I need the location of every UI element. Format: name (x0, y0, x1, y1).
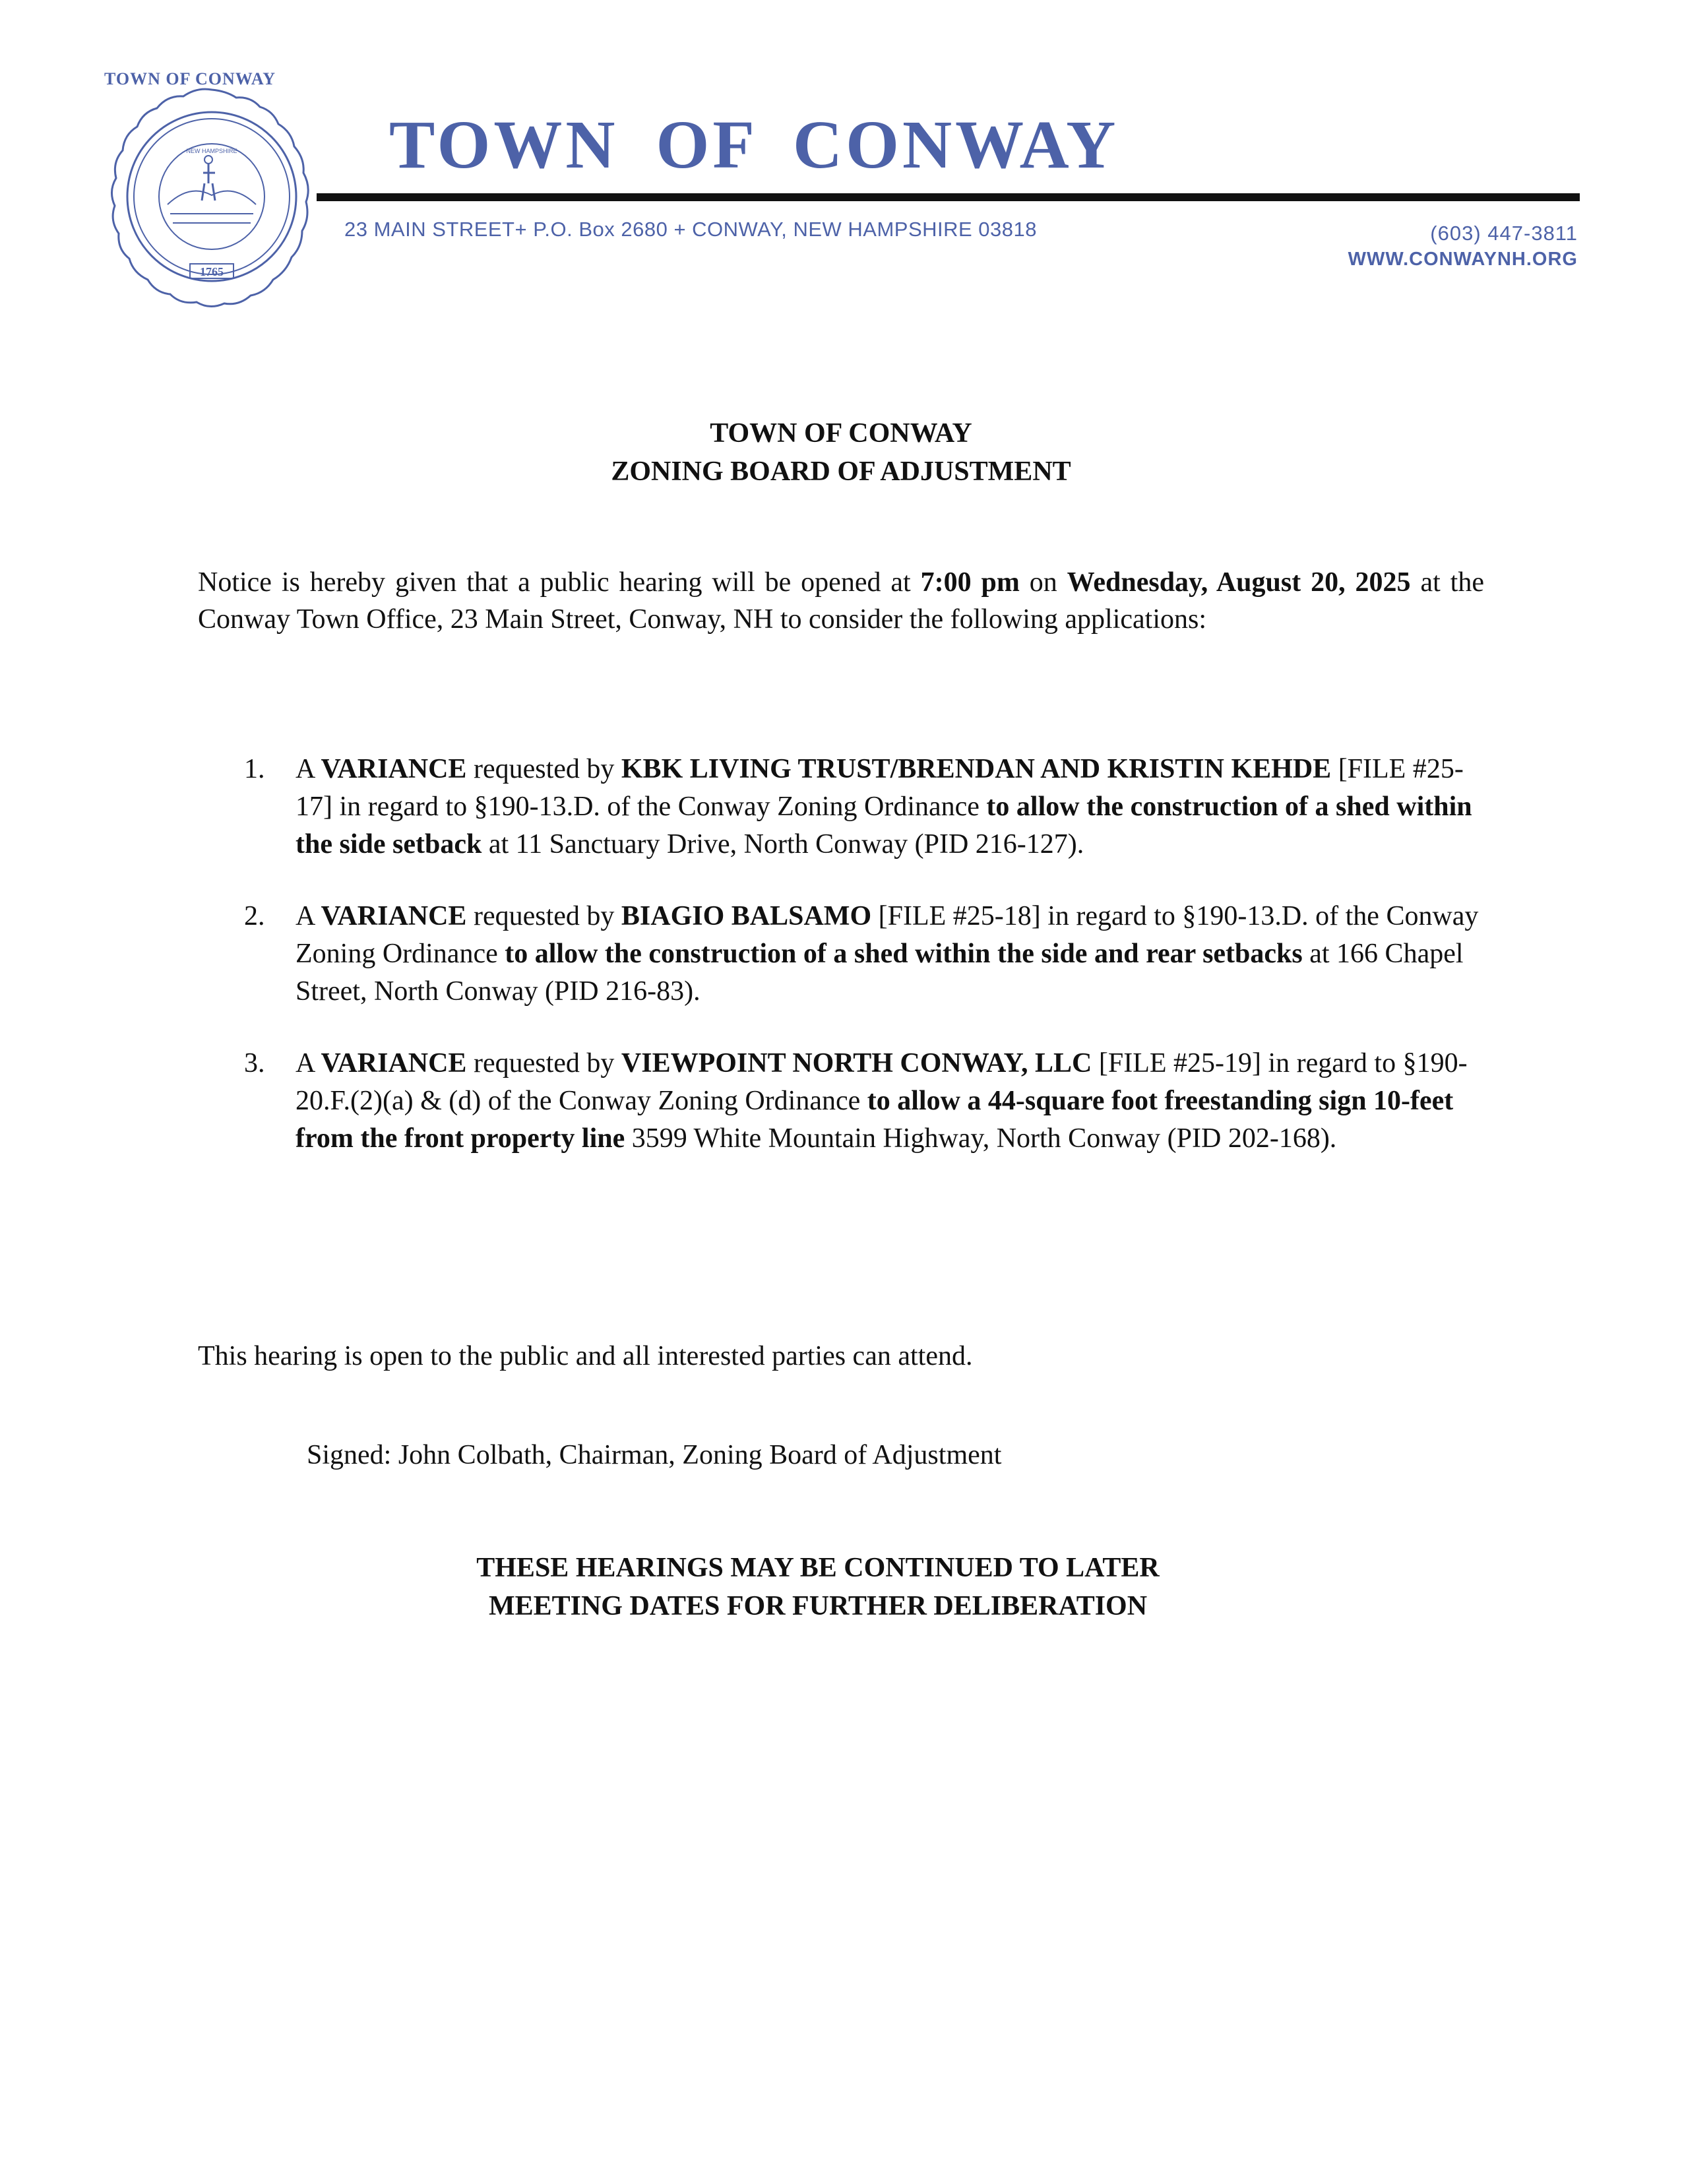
heading-line-2: ZONING BOARD OF ADJUSTMENT (611, 456, 1071, 487)
application-prefix: A (296, 754, 321, 784)
application-number: 2. (244, 901, 265, 931)
application-applicant: BIAGIO BALSAMO (621, 901, 872, 931)
application-requested-by: requested by (466, 754, 621, 784)
application-location: at 11 Sanctuary Drive, North Conway (PID 216-127). (482, 829, 1084, 859)
application-prefix: A (296, 1048, 321, 1078)
signature-line: Signed: John Colbath, Chairman, Zoning Board of Adjustment (307, 1440, 1002, 1470)
application-location: 3599 White Mountain Highway, North Conway (PID 202-168). (625, 1123, 1337, 1154)
notice-date: Wednesday, August 20, 2025 (1067, 567, 1411, 598)
letterhead-website[interactable]: WWW.CONWAYNH.ORG (1348, 249, 1578, 270)
application-item (198, 751, 1484, 863)
footer-line-2: MEETING DATES FOR FURTHER DELIBERATION (488, 1591, 1148, 1621)
application-number: 3. (244, 1048, 265, 1078)
application-type: VARIANCE (321, 754, 467, 784)
notice-paragraph (198, 564, 1484, 638)
closing-statement: This hearing is open to the public and all interested parties can attend. (198, 1341, 973, 1371)
svg-text:1765: 1765 (200, 265, 224, 278)
application-requested-by: requested by (466, 1048, 621, 1078)
application-file: [FILE #25-17] in regard to §190-13.D. of the Conway Zoning Ordinance (296, 754, 1464, 822)
application-purpose: to allow a 44-square foot freestanding sign 10-feet from the front property line (296, 1086, 1454, 1154)
application-location: at 166 Chapel Street, North Conway (PID 216-83). (296, 939, 1464, 1007)
footer-line-1: THESE HEARINGS MAY BE CONTINUED TO LATER (476, 1553, 1160, 1583)
letterhead-rule (317, 193, 1580, 201)
application-file: [FILE #25-19] in regard to §190-20.F.(2)(a) & (d) of the Conway Zoning Ordinance (296, 1048, 1468, 1116)
town-seal-logo (104, 69, 319, 309)
application-item (198, 898, 1484, 1011)
svg-text:NEW HAMPSHIRE: NEW HAMPSHIRE (186, 148, 237, 154)
application-number: 1. (244, 754, 265, 784)
document-heading (0, 414, 1682, 491)
letterhead-title: TOWN OF CONWAY (389, 107, 1119, 183)
application-applicant: VIEWPOINT NORTH CONWAY, LLC (621, 1048, 1092, 1078)
application-type: VARIANCE (321, 901, 467, 931)
footer-notice (0, 1549, 1636, 1625)
letterhead-address: 23 MAIN STREET+ P.O. Box 2680 + CONWAY, NEW HAMPSHIRE 03818 (344, 218, 1038, 241)
application-item (198, 1045, 1484, 1158)
notice-text-1: Notice is hereby given that a public hearing will be opened at (198, 567, 921, 598)
notice-time: 7:00 pm (920, 567, 1020, 598)
svg-text:TOWN OF CONWAY: TOWN OF CONWAY (104, 69, 276, 88)
notice-text-3: at the Conway Town Office, 23 Main Street, Conway, NH to consider the following applications: (198, 567, 1484, 635)
applications-list (198, 751, 1484, 1158)
notice-text-2: on (1019, 567, 1067, 598)
application-applicant: KBK LIVING TRUST/BRENDAN AND KRISTIN KEHDE (621, 754, 1332, 784)
application-type: VARIANCE (321, 1048, 467, 1078)
application-purpose: to allow the construction of a shed within the side and rear setbacks (505, 939, 1303, 969)
application-file: [FILE #25-18] in regard to §190-13.D. of the Conway Zoning Ordinance (296, 901, 1479, 969)
application-prefix: A (296, 901, 321, 931)
application-purpose: to allow the construction of a shed within the side setback (296, 792, 1472, 859)
application-requested-by: requested by (466, 901, 621, 931)
letterhead-phone: (603) 447-3811 (1430, 222, 1578, 245)
heading-line-1: TOWN OF CONWAY (710, 418, 972, 449)
